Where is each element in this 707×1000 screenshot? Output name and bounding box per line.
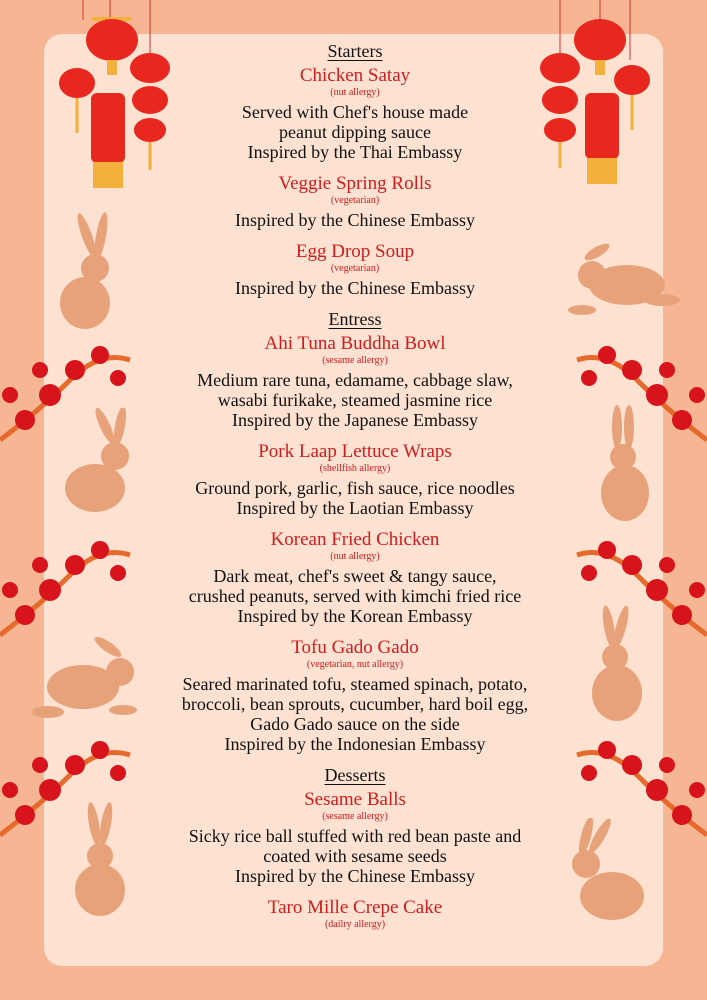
- dish-item: [140, 240, 570, 298]
- dish-description: Ground pork, garlic, fish sauce, rice noodles: [195, 478, 515, 498]
- dish-name: Egg Drop Soup: [295, 241, 415, 262]
- dish-inspiration: Inspired by the Japanese Embassy: [232, 410, 478, 430]
- dish-item: [140, 332, 570, 430]
- dish-item: [140, 896, 570, 931]
- blossom-branch-icon: [572, 735, 707, 845]
- dish-description: Medium rare tuna, edamame, cabbage slaw,: [197, 370, 513, 390]
- dish-description: Seared marinated tofu, steamed spinach, potato,: [182, 674, 528, 694]
- dish-item: [140, 636, 570, 754]
- dish-name: Ahi Tuna Buddha Bowl: [264, 333, 446, 354]
- section-desserts: [140, 764, 570, 931]
- dish-item: [140, 528, 570, 626]
- dish-inspiration: Inspired by the Korean Embassy: [237, 606, 473, 626]
- dish-allergy-tag: (nut allergy): [330, 87, 380, 98]
- dish-description: Dark meat, chef's sweet & tangy sauce,: [213, 566, 497, 586]
- lantern-icon: [585, 93, 619, 184]
- dish-item: [140, 440, 570, 518]
- blossom-branch-icon: [0, 735, 135, 845]
- dish-description: Served with Chef's house made: [241, 102, 469, 122]
- lantern-icon: [91, 93, 125, 188]
- dish-name: Tofu Gado Gado: [291, 637, 419, 658]
- blossom-branch-icon: [572, 535, 707, 645]
- dish-allergy-tag: (vegetarian, nut allergy): [306, 659, 404, 670]
- dish-description: coated with sesame seeds: [263, 846, 447, 866]
- dish-allergy-tag: (shellfish allergy): [319, 463, 391, 474]
- dish-inspiration: Inspired by the Chinese Embassy: [235, 210, 475, 230]
- dish-allergy-tag: (sesame allergy): [322, 811, 388, 822]
- section-entrees: [140, 308, 570, 754]
- dish-name: Sesame Balls: [304, 789, 406, 810]
- section-starters: [140, 40, 570, 298]
- dish-name: Korean Fried Chicken: [270, 529, 440, 550]
- blossom-branch-icon: [572, 340, 707, 450]
- dish-inspiration: Inspired by the Indonesian Embassy: [224, 734, 486, 754]
- dish-allergy-tag: (dailry allergy): [324, 919, 386, 930]
- dish-item: [140, 64, 570, 162]
- lantern-icon: [574, 19, 626, 75]
- section-title: Starters: [327, 41, 383, 61]
- blossom-branch-icon: [0, 535, 135, 645]
- dish-name: Chicken Satay: [299, 65, 411, 86]
- dish-description: broccoli, bean sprouts, cucumber, hard boil egg,: [181, 694, 529, 714]
- dish-name: Taro Mille Crepe Cake: [267, 897, 443, 918]
- dish-description: wasabi furikake, steamed jasmine rice: [217, 390, 493, 410]
- section-title: Desserts: [324, 765, 386, 785]
- dish-description: Gado Gado sauce on the side: [250, 714, 460, 734]
- lantern-icon: [614, 65, 650, 130]
- dish-allergy-tag: (vegetarian): [330, 195, 380, 206]
- menu-list: [140, 40, 570, 941]
- dish-description: crushed peanuts, served with kimchi fried rice: [188, 586, 522, 606]
- dish-description: peanut dipping sauce: [279, 122, 431, 142]
- rabbit-icon: [28, 632, 143, 727]
- dish-inspiration: Inspired by the Thai Embassy: [247, 142, 463, 162]
- dish-inspiration: Inspired by the Chinese Embassy: [235, 278, 475, 298]
- dish-allergy-tag: (vegetarian): [330, 263, 380, 274]
- dish-item: [140, 172, 570, 230]
- dish-allergy-tag: (nut allergy): [330, 551, 380, 562]
- lantern-icon: [59, 68, 95, 133]
- dish-inspiration: Inspired by the Laotian Embassy: [236, 498, 474, 518]
- dish-name: Pork Laap Lettuce Wraps: [258, 441, 452, 462]
- dish-description: Sicky rice ball stuffed with red bean paste and: [188, 826, 522, 846]
- blossom-branch-icon: [0, 340, 135, 450]
- dish-name: Veggie Spring Rolls: [278, 173, 432, 194]
- dish-allergy-tag: (sesame allergy): [322, 355, 388, 366]
- dish-item: [140, 788, 570, 886]
- rabbit-icon: [562, 240, 687, 330]
- section-title: Entress: [328, 309, 382, 329]
- rabbit-icon: [55, 208, 130, 333]
- dish-inspiration: Inspired by the Chinese Embassy: [235, 866, 475, 886]
